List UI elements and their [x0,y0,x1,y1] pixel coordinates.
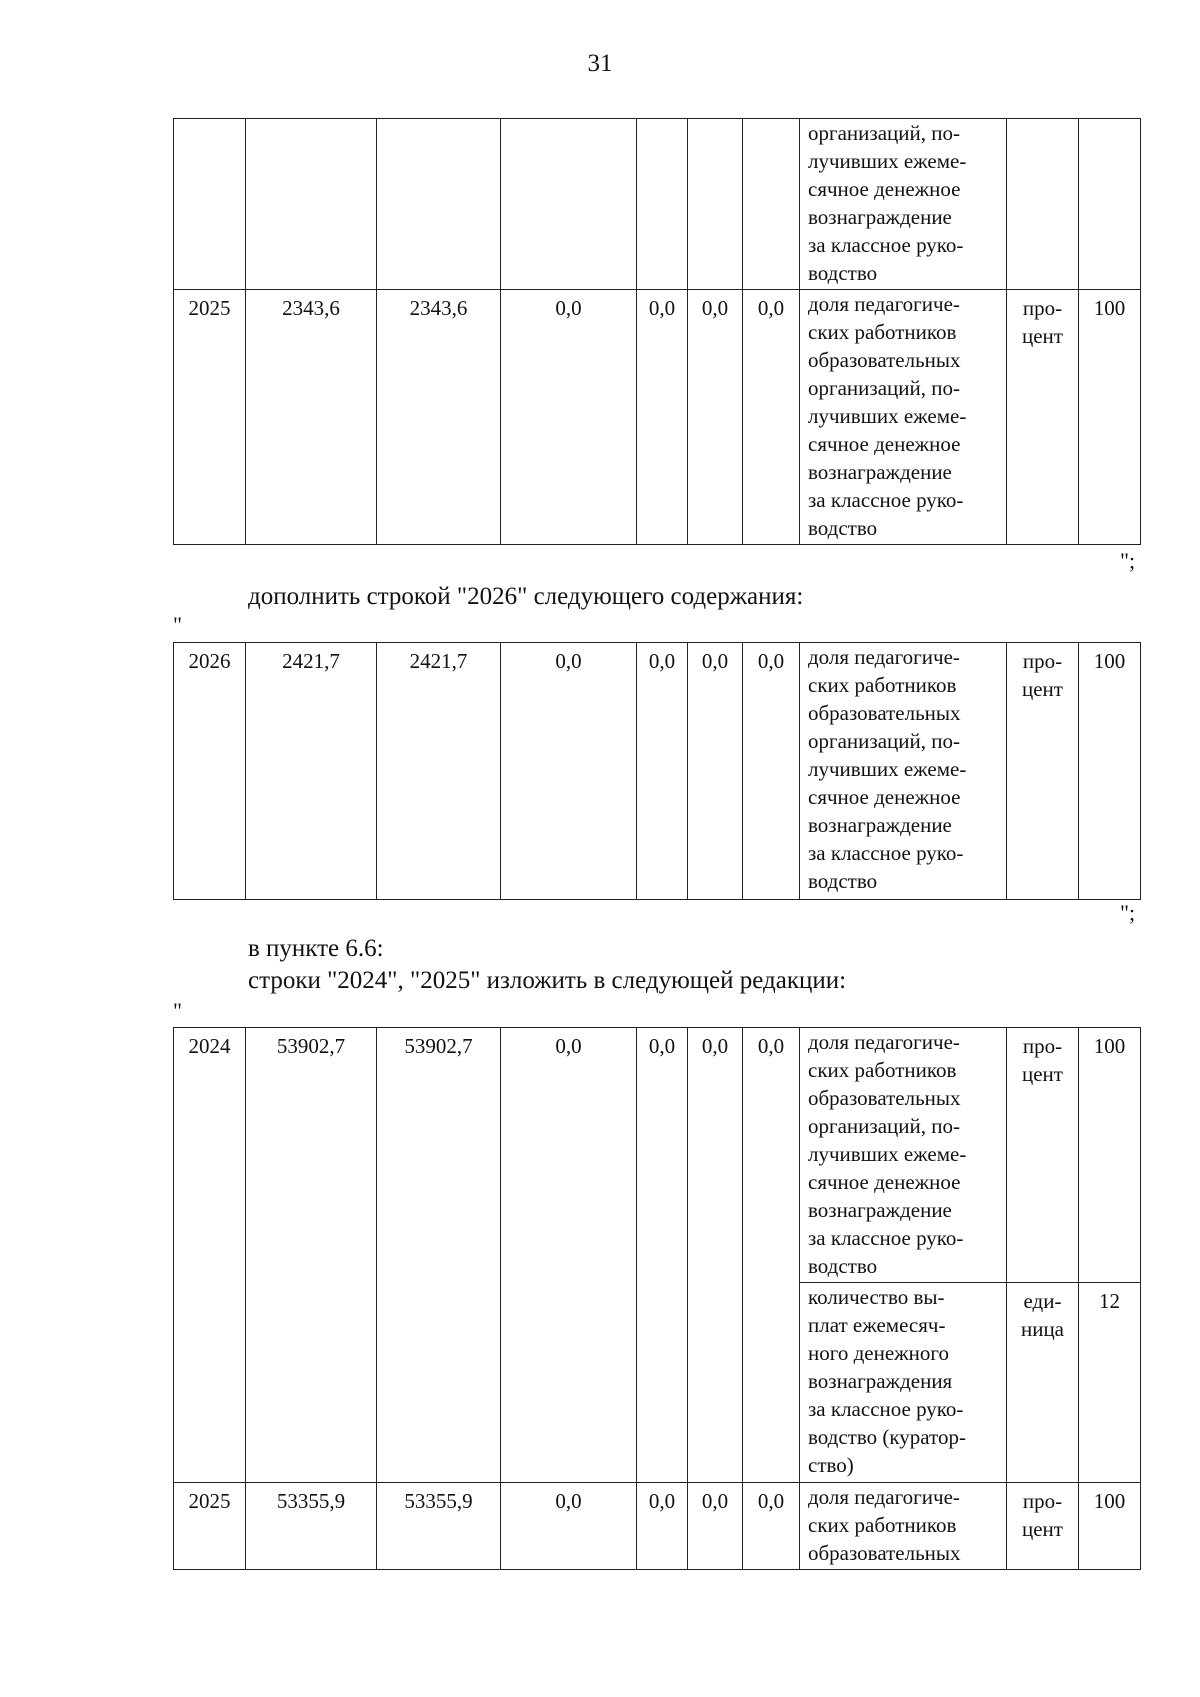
amount-cell: 0,0 [688,290,743,545]
year-cell: 2025 [174,1483,246,1570]
amount-cell: 0,0 [501,1028,637,1483]
indicator-cell: организаций, по- лучивших ежеме- сячное денежное вознаграждение за классное руко- водство [800,119,1007,290]
unit-cell: про- цент [1007,1483,1079,1570]
amount-cell: 0,0 [637,290,688,545]
instruction-text: дополнить строкой "2026" следующего содержания: [248,583,804,610]
amount-cell: 2343,6 [377,290,501,545]
value-cell: 100 [1079,1028,1141,1283]
amount-cell: 0,0 [688,1028,743,1483]
table-row [174,643,1141,900]
value-cell: 100 [1079,643,1141,900]
page-number: 31 [587,50,613,77]
year-cell: 2026 [174,643,246,900]
indicator-cell: доля педагогиче- ских работников образовательных организаций, по- лучивших ежеме- сячное денежное вознаграждение за классное руко- водство [800,290,1007,545]
unit-cell: про- цент [1007,1028,1079,1283]
table-row-2026 [173,642,1141,900]
instruction-text: строки "2024", "2025" изложить в следующей редакции: [248,967,847,994]
opening-quote-mark: " [173,612,182,637]
value-cell: 100 [1079,290,1141,545]
value-cell: 12 [1079,1283,1141,1483]
amount-cell: 53355,9 [377,1483,501,1570]
amount-cell: 0,0 [637,1483,688,1570]
amount-cell: 0,0 [743,290,800,545]
total-cell: 2343,6 [246,290,377,545]
opening-quote-mark: " [173,998,182,1023]
year-cell: 2025 [174,290,246,545]
total-cell: 2421,7 [246,643,377,900]
indicator-cell: доля педагогиче- ских работников образовательных [800,1483,1007,1570]
table-continuation [173,118,1141,545]
amount-cell: 2421,7 [377,643,501,900]
amount-cell: 0,0 [501,1483,637,1570]
amount-cell: 0,0 [743,1483,800,1570]
closing-quote-mark: "; [1120,900,1136,925]
instruction-text: в пункте 6.6: [248,935,384,962]
indicator-cell: доля педагогиче- ских работников образовательных организаций, по- лучивших ежеме- сячное денежное вознаграждение за классное руко- водство [800,1028,1007,1283]
unit-cell: про- цент [1007,643,1079,900]
amount-cell: 0,0 [637,1028,688,1483]
total-cell: 53902,7 [246,1028,377,1483]
amount-cell: 0,0 [501,290,637,545]
table-row [174,119,1141,290]
table-rows-2024-2025 [173,1027,1141,1570]
amount-cell: 0,0 [501,643,637,900]
unit-cell: еди- ница [1007,1283,1079,1483]
table-row [174,290,1141,545]
value-cell: 100 [1079,1483,1141,1570]
amount-cell: 0,0 [637,643,688,900]
closing-quote-mark: "; [1120,548,1136,573]
indicator-cell: количество вы- плат ежемесяч- ного денежного вознаграждения за классное руко- водство (куратор- ство) [800,1283,1007,1483]
table-row [174,1028,1141,1283]
unit-cell: про- цент [1007,290,1079,545]
indicator-cell: доля педагогиче- ских работников образовательных организаций, по- лучивших ежеме- сячное денежное вознаграждение за классное руко- водство [800,643,1007,900]
amount-cell: 0,0 [688,1483,743,1570]
total-cell: 53355,9 [246,1483,377,1570]
amount-cell: 0,0 [688,643,743,900]
amount-cell: 0,0 [743,643,800,900]
year-cell: 2024 [174,1028,246,1483]
table-row [174,1483,1141,1570]
amount-cell: 0,0 [743,1028,800,1483]
amount-cell: 53902,7 [377,1028,501,1483]
